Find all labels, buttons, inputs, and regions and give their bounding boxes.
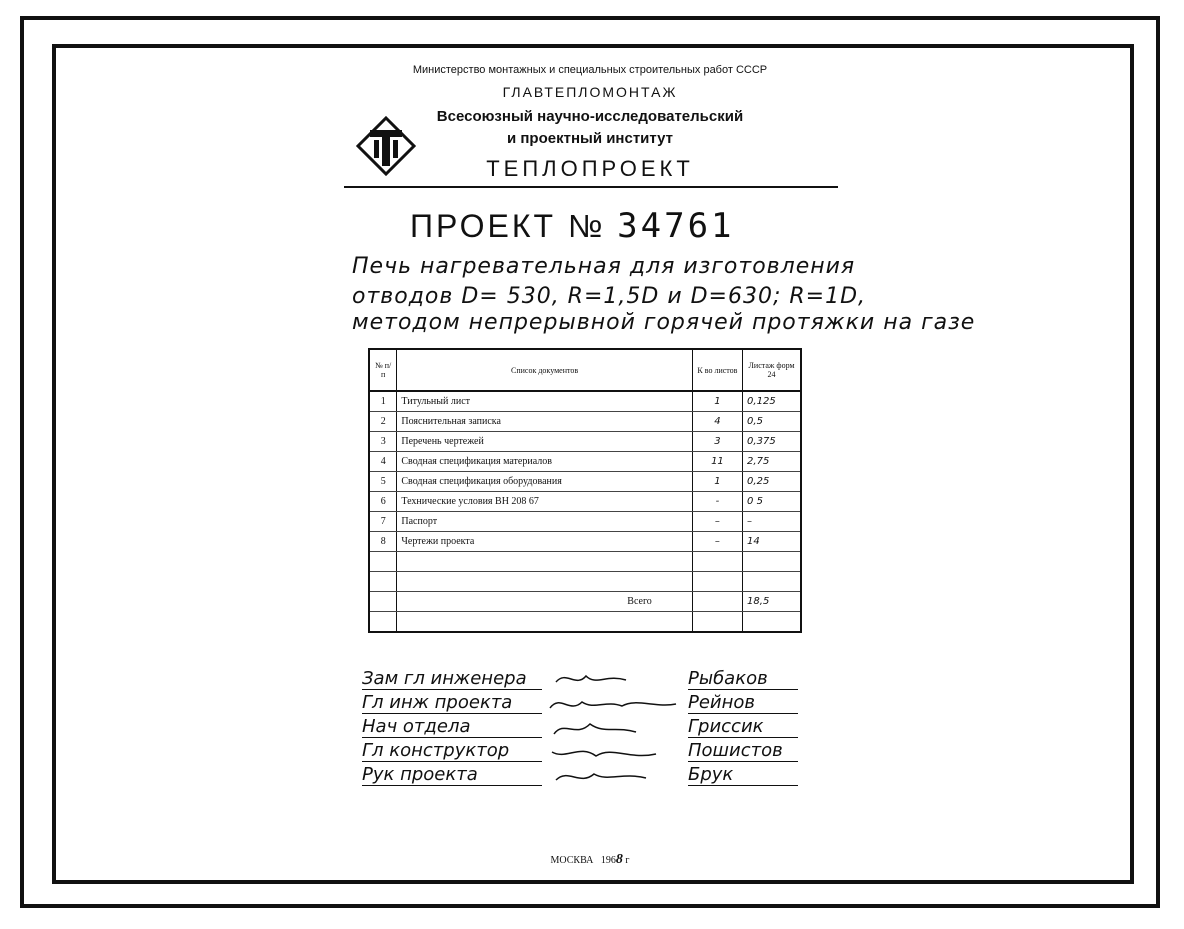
row-name: Всего — [397, 592, 692, 612]
row-format: 18,5 — [743, 592, 801, 612]
row-name: Пояснительная записка — [397, 412, 692, 432]
row-format: 0,125 — [743, 391, 801, 412]
row-format: 0,25 — [743, 472, 801, 492]
row-format: 14 — [743, 532, 801, 552]
row-num: 8 — [369, 532, 397, 552]
row-sheets — [692, 592, 742, 612]
table-row — [369, 512, 801, 532]
signature-mark-icon — [546, 668, 686, 690]
table-row — [369, 412, 801, 432]
documents-table — [368, 348, 802, 633]
table-row — [369, 452, 801, 472]
row-sheets: – — [692, 532, 742, 552]
row-sheets: 3 — [692, 432, 742, 452]
row-num: 3 — [369, 432, 397, 452]
header-sheets: К во листов — [692, 349, 742, 391]
header-format: Листаж форм 24 — [743, 349, 801, 391]
signature-name: Пошистов — [688, 740, 798, 762]
signature-name: Рыбаков — [688, 668, 798, 690]
row-sheets — [692, 572, 742, 592]
row-name: Сводная спецификация материалов — [397, 452, 692, 472]
signature-row — [362, 692, 822, 716]
row-sheets: 1 — [692, 391, 742, 412]
ministry-line: Министерство монтажных и специальных строительных работ СССР — [412, 64, 768, 76]
signature-role: Гл инж проекта — [362, 692, 542, 714]
header-name: Список документов — [397, 349, 692, 391]
table-row — [369, 572, 801, 592]
row-sheets: – — [692, 512, 742, 532]
row-num: 7 — [369, 512, 397, 532]
table-row — [369, 391, 801, 412]
row-format: 0 5 — [743, 492, 801, 512]
signature-mark-icon — [546, 764, 686, 786]
signature-mark-icon — [546, 716, 686, 738]
footer-year-suffix: г — [625, 855, 630, 866]
row-num: 1 — [369, 391, 397, 412]
row-sheets: 11 — [692, 452, 742, 472]
header-num: № п/п — [369, 349, 397, 391]
row-format: 2,75 — [743, 452, 801, 472]
signature-row — [362, 764, 822, 788]
glavk-line: ГЛАВТЕПЛОМОНТАЖ — [502, 84, 678, 100]
row-num — [369, 572, 397, 592]
row-sheets: 1 — [692, 472, 742, 492]
row-num: 5 — [369, 472, 397, 492]
table-row — [369, 612, 801, 633]
row-format: – — [743, 512, 801, 532]
row-format — [743, 552, 801, 572]
row-name: Перечень чертежей — [397, 432, 692, 452]
signature-row — [362, 740, 822, 764]
row-num: 4 — [369, 452, 397, 472]
row-format: 0,5 — [743, 412, 801, 432]
row-num — [369, 592, 397, 612]
row-format — [743, 612, 801, 633]
row-num — [369, 612, 397, 633]
project-number: 34761 — [617, 206, 735, 246]
signature-name: Рейнов — [688, 692, 798, 714]
row-num: 2 — [369, 412, 397, 432]
row-name: Технические условия ВН 208 67 — [397, 492, 692, 512]
institute-name: ТЕПЛОПРОЕКТ — [486, 156, 694, 181]
project-description-line-3: методом непрерывной горячей протяжки на газе — [352, 310, 976, 335]
row-sheets: - — [692, 492, 742, 512]
institute-line-1: Всесоюзный научно-исследовательский — [436, 108, 744, 125]
row-name — [397, 572, 692, 592]
table-row — [369, 532, 801, 552]
signature-role: Рук проекта — [362, 764, 542, 786]
institute-line-2: и проектный институт — [506, 130, 673, 147]
row-name — [397, 612, 692, 633]
row-sheets — [692, 612, 742, 633]
table-row — [369, 492, 801, 512]
signature-row — [362, 716, 822, 740]
row-name: Сводная спецификация оборудования — [397, 472, 692, 492]
row-name — [397, 552, 692, 572]
row-num — [369, 552, 397, 572]
project-description-line-1: Печь нагревательная для изготовления — [352, 254, 856, 279]
row-name: Чертежи проекта — [397, 532, 692, 552]
row-format — [743, 572, 801, 592]
signature-role: Зам гл инженера — [362, 668, 542, 690]
signature-name: Брук — [688, 764, 798, 786]
row-sheets: 4 — [692, 412, 742, 432]
table-row — [369, 552, 801, 572]
footer-year-prefix: 196 — [600, 855, 616, 866]
signature-role: Гл конструктор — [362, 740, 542, 762]
project-label: ПРОЕКТ № — [410, 208, 606, 244]
footer — [500, 852, 680, 868]
row-name: Титульный лист — [397, 391, 692, 412]
project-title — [410, 206, 735, 246]
row-sheets — [692, 552, 742, 572]
signature-mark-icon — [546, 692, 686, 714]
header-divider — [344, 186, 838, 188]
row-format: 0,375 — [743, 432, 801, 452]
signature-mark-icon — [546, 740, 686, 762]
signature-row — [362, 668, 822, 692]
table-row — [369, 592, 801, 612]
project-description-line-2: отводов D= 530, R=1,5D и D=630; R=1D, — [352, 284, 867, 309]
signature-role: Нач отдела — [362, 716, 542, 738]
signature-name: Гриссик — [688, 716, 798, 738]
table-row — [369, 472, 801, 492]
row-num: 6 — [369, 492, 397, 512]
row-name: Паспорт — [397, 512, 692, 532]
footer-year-digit: 8 — [615, 852, 623, 867]
footer-city: МОСКВА — [550, 855, 594, 866]
table-row — [369, 432, 801, 452]
